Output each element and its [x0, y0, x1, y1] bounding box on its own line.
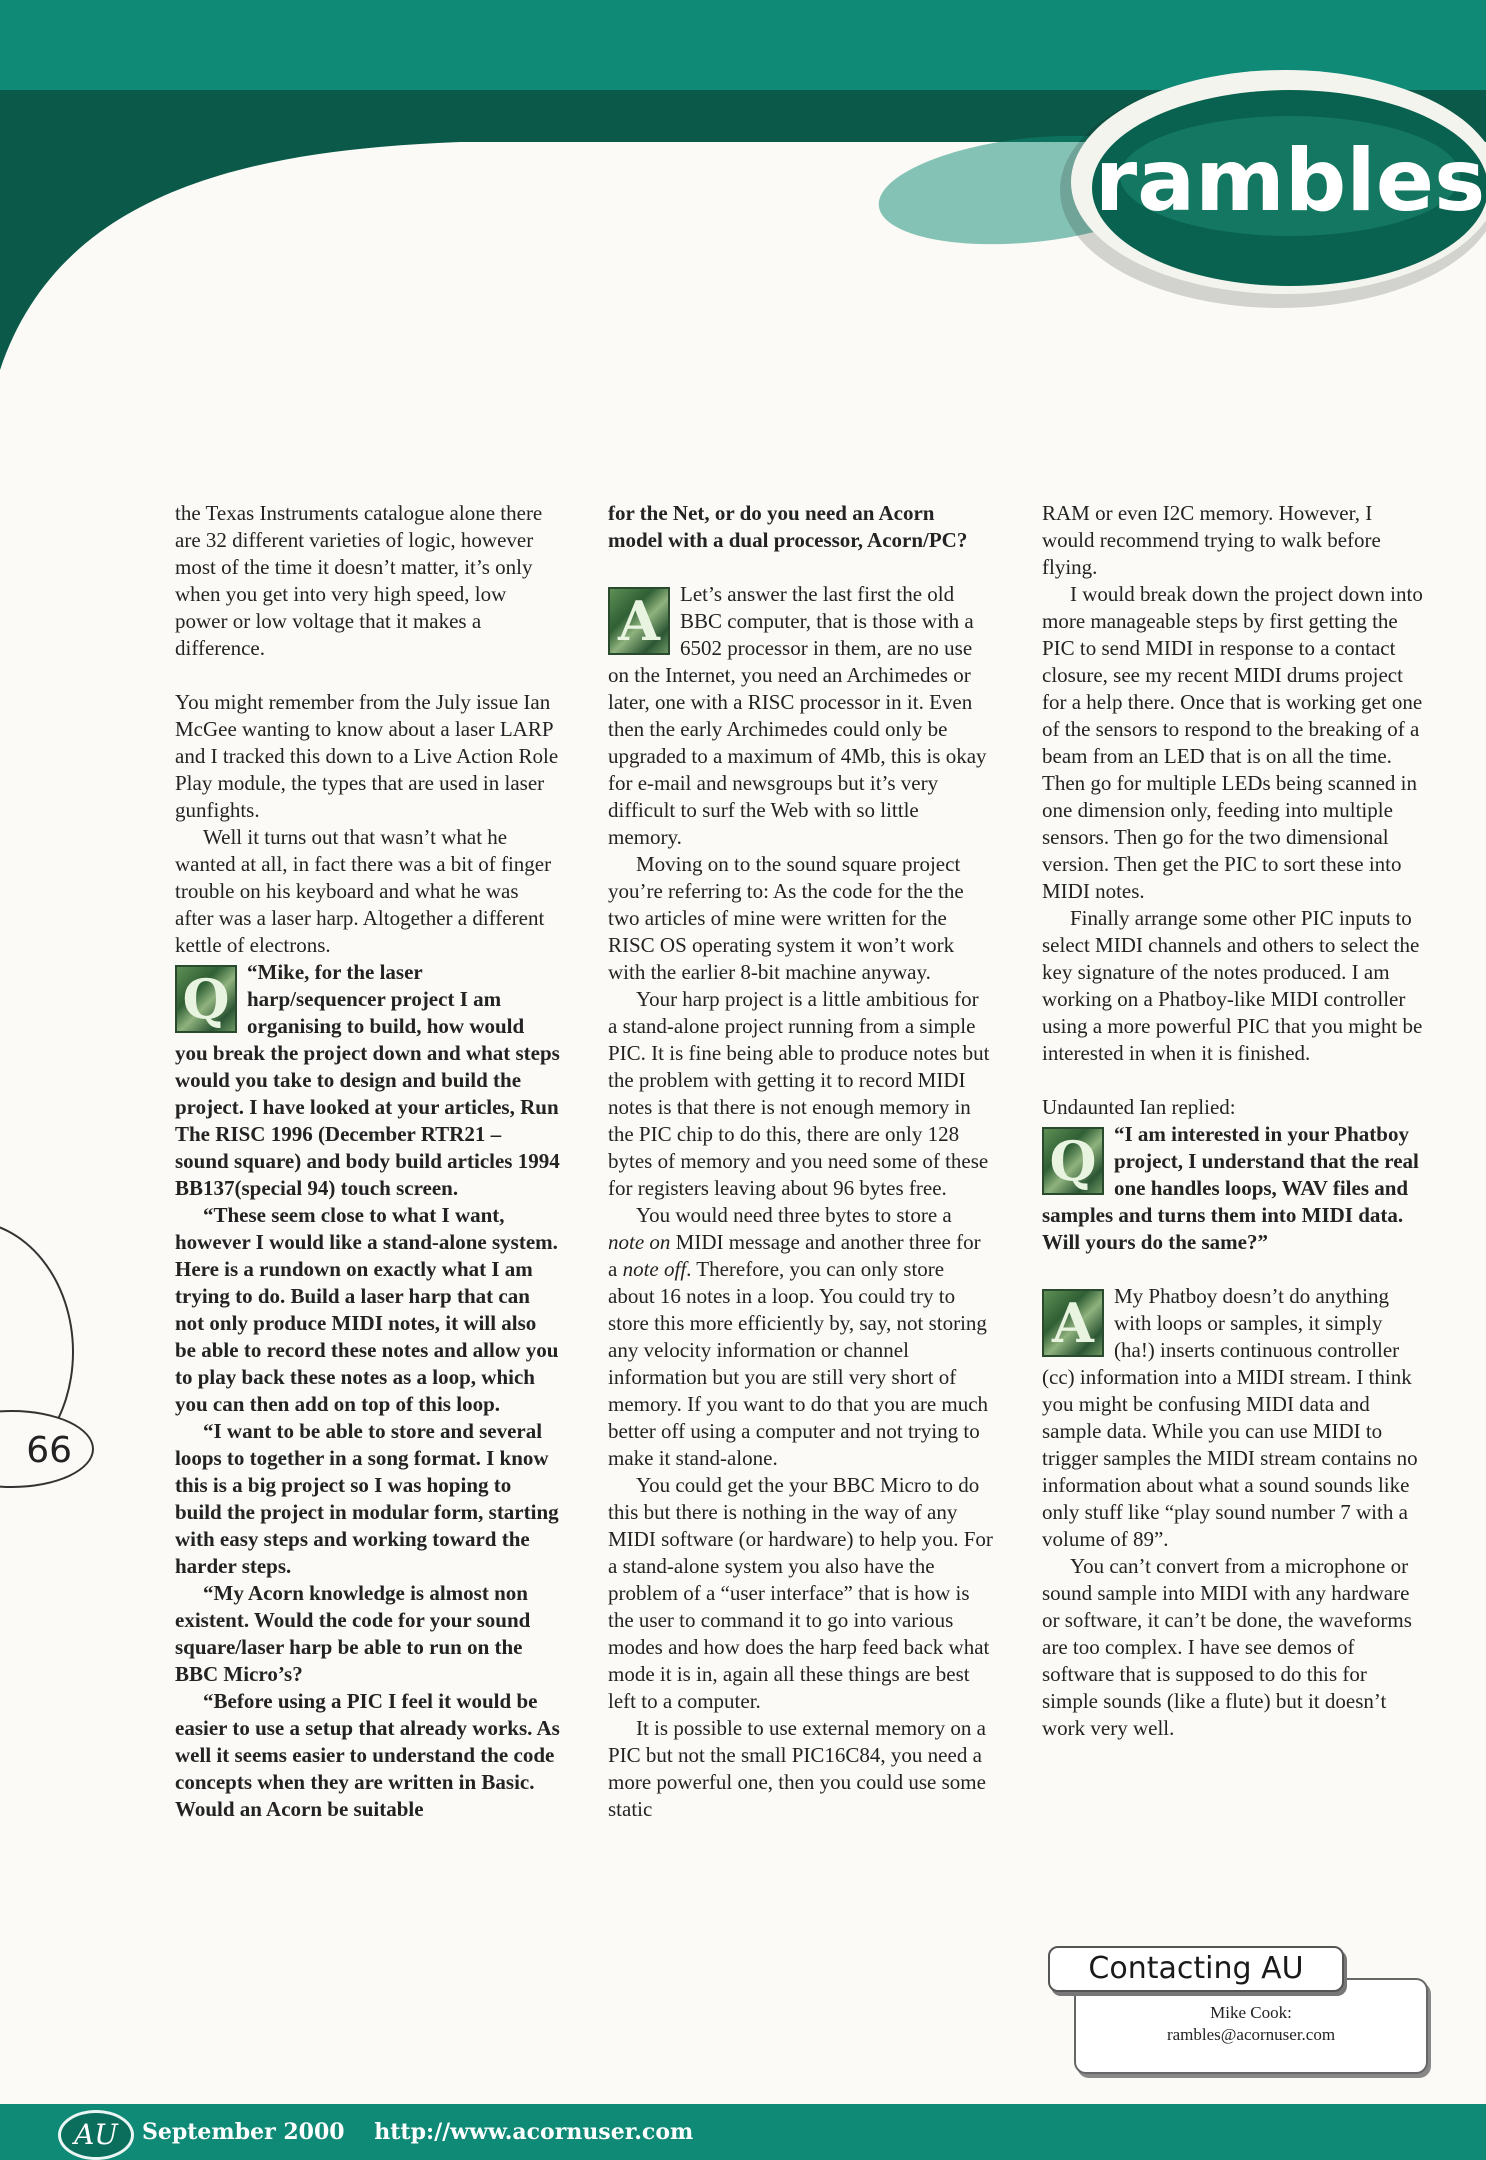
column-3 — [1042, 500, 1427, 1742]
footer-url[interactable]: http://www.acornuser.com — [374, 2119, 694, 2145]
answer-paragraph: RAM or even I2C memory. However, I would recommend trying to walk before flying. — [1042, 501, 1381, 579]
question-paragraph: for the Net, or do you need an Acorn model with a dual processor, Acorn/PC? — [608, 501, 968, 552]
a-dropcap-icon: A — [1042, 1289, 1104, 1357]
question-paragraph: Q “I am interested in your Phatboy project, I understand that the real one handles loops, WAV files and samples and turns them into MIDI data. Will yours do the same?” — [1042, 1122, 1419, 1254]
page-number: 66 — [0, 1410, 94, 1488]
contact-box — [1074, 1978, 1428, 2074]
answer-paragraph: I would break down the project down into more manageable steps by first getting the PIC to send MIDI in response to a contact closure, see my recent MIDI drums project for a help there. Once that is working get one of the sensors to respond to the breaking of a beam from an LED that is on all the time. Then go for multiple LEDs being scanned in one dimension only, feeding into multiple sensors. Then go for the two dimensional version. Then get the PIC to sort these into MIDI notes. — [1042, 582, 1423, 903]
rambles-title: rambles — [1094, 131, 1486, 231]
au-logo-icon: AU — [58, 2110, 134, 2160]
footer-date: September 2000 — [142, 2119, 345, 2145]
body-paragraph: You might remember from the July issue Ian McGee wanting to know about a laser LARP and I tracked this down to a Live Action Role Play module, the types that are used in laser gunfights. — [175, 690, 559, 822]
header-band — [0, 0, 1486, 400]
q-dropcap-icon: Q — [175, 965, 237, 1033]
contact-title: Contacting AU — [1048, 1946, 1344, 1992]
a-dropcap-icon: A — [608, 587, 670, 655]
contact-email[interactable]: rambles@acornuser.com — [1166, 2025, 1336, 2044]
footer — [142, 2112, 715, 2152]
question-paragraph: “My Acorn knowledge is almost non existent. Would the code for your sound square/laser harp be able to run on the BBC Micro’s? — [175, 1581, 531, 1686]
contact-name: Mike Cook: — [1210, 2003, 1292, 2022]
body-paragraph: Well it turns out that wasn’t what he wanted at all, in fact there was a bit of finger trouble on his keyboard and what he was after was a laser harp. Altogether a different kettle of electrons. — [175, 825, 552, 957]
answer-paragraph: It is possible to use external memory on a PIC but not the small PIC16C84, you need a more powerful one, then you could use some static — [608, 1716, 986, 1821]
answer-paragraph: Moving on to the sound square project you’re referring to: As the code for the the two articles of mine were written for the RISC OS operating system it won’t work with the earlier 8-bit machine anyway. — [608, 852, 964, 984]
question-paragraph: Q “Mike, for the laser harp/sequencer project I am organising to build, how would you break the project down and what steps would you take to design and build the project. I have looked at your articles, Run The RISC 1996 (December RTR21 – sound square) and body build articles 1994 BB137(special 94) touch screen. — [175, 960, 560, 1200]
answer-paragraph: You can’t convert from a microphone or sound sample into MIDI with any hardware or software, it can’t be done, the waveforms are too complex. I have see demos of software that is supposed to do this for simple sounds (like a flute) but it doesn’t work very well. — [1042, 1554, 1412, 1740]
question-paragraph: “Before using a PIC I feel it would be easier to use a setup that already works. As well it seems easier to understand the code concepts when they are written in Basic. Would an Acorn be suitable — [175, 1689, 560, 1821]
answer-paragraph: You could get the your BBC Micro to do this but there is nothing in the way of any MIDI software (or hardware) to help you. For a stand-alone system you also have the problem of a “user interface” that is how is the user to command it to go into various modes and how does the harp feed back what mode it is in, again all these things are best left to a computer. — [608, 1473, 993, 1713]
body-paragraph: Undaunted Ian replied: — [1042, 1095, 1236, 1119]
answer-paragraph: Your harp project is a little ambitious for a stand-alone project running from a simple PIC. It is fine being able to produce notes but the problem with getting it to record MIDI notes is that there is not enough memory in the PIC chip to do this, there are only 128 bytes of memory and you need some of these for registers leaving about 96 bytes free. — [608, 987, 990, 1200]
answer-paragraph: A My Phatboy doesn’t do anything with loops or samples, it simply (ha!) inserts continuous controller (cc) information into a MIDI stream. I think you might be confusing MIDI data and sample data. While you can use MIDI to trigger samples the MIDI stream contains no information about what a sound sounds like only stuff like “play sound number 7 with a volume of 89”. — [1042, 1284, 1418, 1551]
answer-paragraph: Finally arrange some other PIC inputs to select MIDI channels and others to select the key signature of the notes produced. I am working on a Phatboy-like MIDI controller using a more powerful PIC that you might be interested in when it is finished. — [1042, 906, 1423, 1065]
answer-paragraph: You would need three bytes to store a note on MIDI message and another three for a note off. Therefore, you can only store about 16 notes in a loop. You could try to store this more efficiently by, say, not storing any velocity information or channel information but you are still very short of memory. If you want to do that you are much better off using a computer and not trying to make it stand-alone. — [608, 1203, 989, 1470]
answer-paragraph: A Let’s answer the last first the old BBC computer, that is those with a 6502 processor in them, are no use on the Internet, you need an Archimedes or later, one with a RISC processor in it. Even then the early Archimedes could only be upgraded to a maximum of 4Mb, this is okay for e-mail and newsgroups but it’s very difficult to surf the Web with so little memory. — [608, 582, 987, 849]
column-1 — [175, 500, 560, 1823]
q-dropcap-icon: Q — [1042, 1127, 1104, 1195]
body-paragraph: the Texas Instruments catalogue alone there are 32 different varieties of logic, however most of the time it doesn’t matter, it’s only when you get into very high speed, low power or low voltage that it makes a difference. — [175, 501, 543, 660]
question-paragraph: “I want to be able to store and several loops to together in a song format. I know this is a big project so I was hoping to build the project in modular form, starting with easy steps and working toward the harder steps. — [175, 1419, 559, 1578]
question-paragraph: “These seem close to what I want, however I would like a stand-alone system. Here is a rundown on exactly what I am trying to do. Build a laser harp that can not only produce MIDI notes, it will also be able to record these notes and allow you to play back these notes as a loop, which you can then add on top of this loop. — [175, 1203, 559, 1416]
column-2 — [608, 500, 993, 1823]
